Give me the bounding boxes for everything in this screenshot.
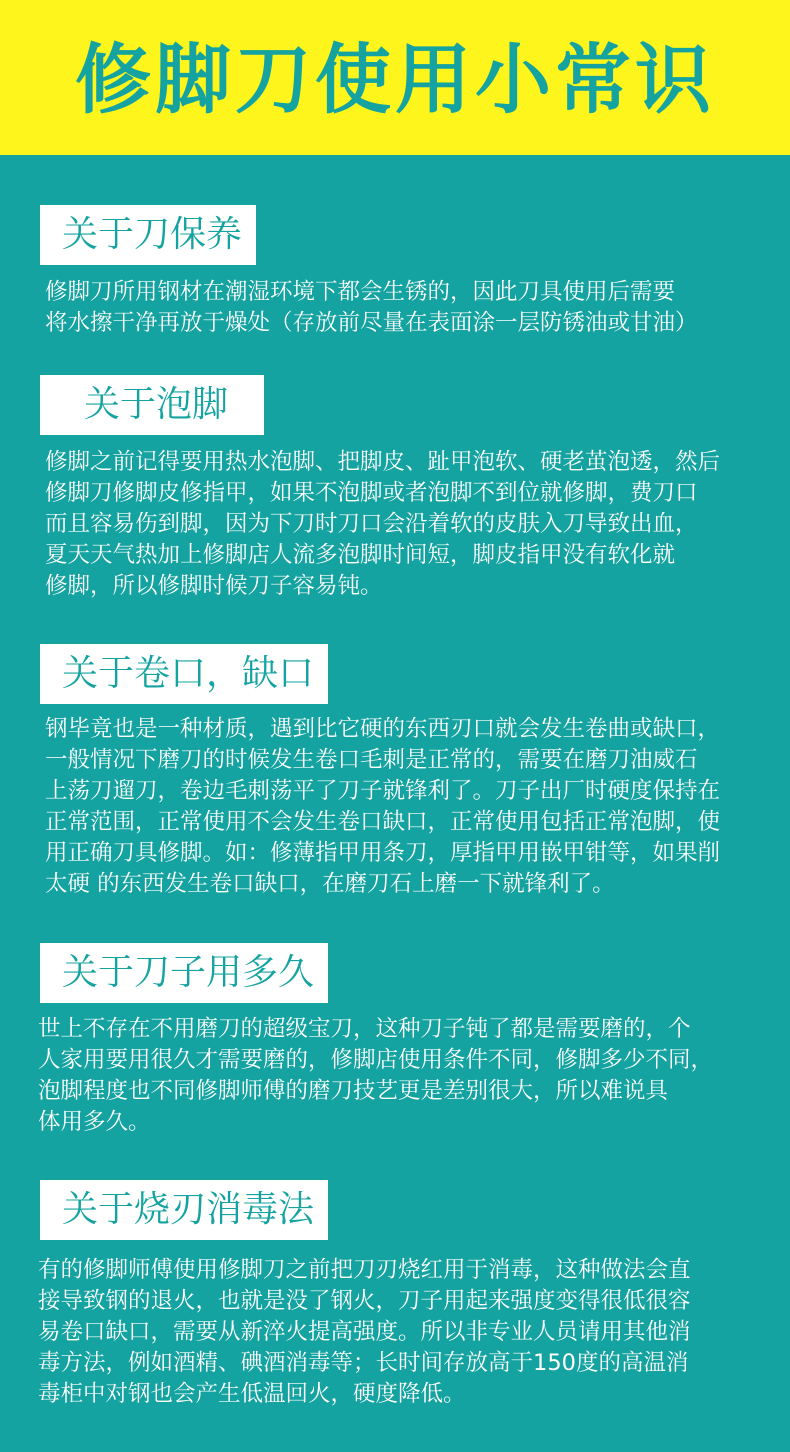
header-banner bbox=[0, 0, 790, 155]
body-line: 修脚，所以修脚时候刀子容易钝。 bbox=[45, 573, 383, 599]
section-title: 关于泡脚 bbox=[40, 375, 264, 435]
body-line: 接导致钢的退火，也就是没了钢火，刀子用起来强度变得很低很容 bbox=[38, 1288, 691, 1314]
body-line: 夏天天气热加上修脚店人流多泡脚时间短，脚皮指甲没有软化就 bbox=[45, 542, 676, 568]
body-line: 修脚刀修脚皮修指甲，如果不泡脚或者泡脚不到位就修脚，费刀口 bbox=[45, 480, 698, 506]
body-line: 太硬 的东西发生卷口缺口，在磨刀石上磨一下就锋利了。 bbox=[45, 871, 615, 897]
body-line: 世上不存在不用磨刀的超级宝刀，这种刀子钝了都是需要磨的，个 bbox=[38, 1016, 691, 1042]
section-title: 关于刀保养 bbox=[40, 205, 256, 265]
body-line: 人家用要用很久才需要磨的，修脚店使用条件不同，修脚多少不同， bbox=[38, 1047, 714, 1073]
section-body bbox=[45, 714, 790, 900]
body-line: 用正确刀具修脚。如：修薄指甲用条刀，厚指甲用嵌甲钳等，如果削 bbox=[45, 840, 721, 866]
body-line: 上荡刀遛刀，卷边毛刺荡平了刀子就锋利了。刀子出厂时硬度保持在 bbox=[45, 778, 721, 804]
body-line: 泡脚程度也不同修脚师傅的磨刀技艺更是差别很大，所以难说具 bbox=[38, 1078, 669, 1104]
section-body bbox=[38, 1014, 783, 1138]
body-line: 易卷口缺口，需要从新淬火提高强度。所以非专业人员请用其他消 bbox=[38, 1319, 691, 1345]
section-body bbox=[38, 1255, 783, 1410]
body-line: 毒方法，例如酒精、碘酒消毒等；长时间存放高于150度的高温消 bbox=[38, 1350, 689, 1376]
section-title: 关于刀子用多久 bbox=[40, 943, 328, 1003]
body-line: 一般情况下磨刀的时候发生卷口毛刺是正常的，需要在磨刀油威石 bbox=[45, 747, 698, 773]
body-line: 有的修脚师傅使用修脚刀之前把刀刃烧红用于消毒，这种做法会直 bbox=[38, 1257, 691, 1283]
body-line: 将水擦干净再放于燥处（存放前尽量在表面涂一层防锈油或甘油） bbox=[45, 310, 698, 336]
body-line: 修脚刀所用钢材在潮湿环境下都会生锈的，因此刀具使用后需要 bbox=[45, 279, 676, 305]
body-line: 体用多久。 bbox=[38, 1109, 151, 1135]
body-line: 修脚之前记得要用热水泡脚、把脚皮、趾甲泡软、硬老茧泡透，然后 bbox=[45, 449, 721, 475]
body-line: 毒柜中对钢也会产生低温回火，硬度降低。 bbox=[38, 1381, 466, 1407]
section-body bbox=[45, 447, 790, 602]
section-title: 关于卷口，缺口 bbox=[40, 644, 328, 704]
body-line: 正常范围，正常使用不会发生卷口缺口，正常使用包括正常泡脚，使 bbox=[45, 809, 721, 835]
page-title: 修脚刀使用小常识 bbox=[75, 35, 715, 124]
body-line: 而且容易伤到脚，因为下刀时刀口会沿着软的皮肤入刀导致出血， bbox=[45, 511, 698, 537]
body-line: 钢毕竟也是一种材质，遇到比它硬的东西刃口就会发生卷曲或缺口， bbox=[45, 716, 721, 742]
section-title: 关于烧刃消毒法 bbox=[40, 1180, 328, 1240]
section-body bbox=[45, 277, 790, 339]
